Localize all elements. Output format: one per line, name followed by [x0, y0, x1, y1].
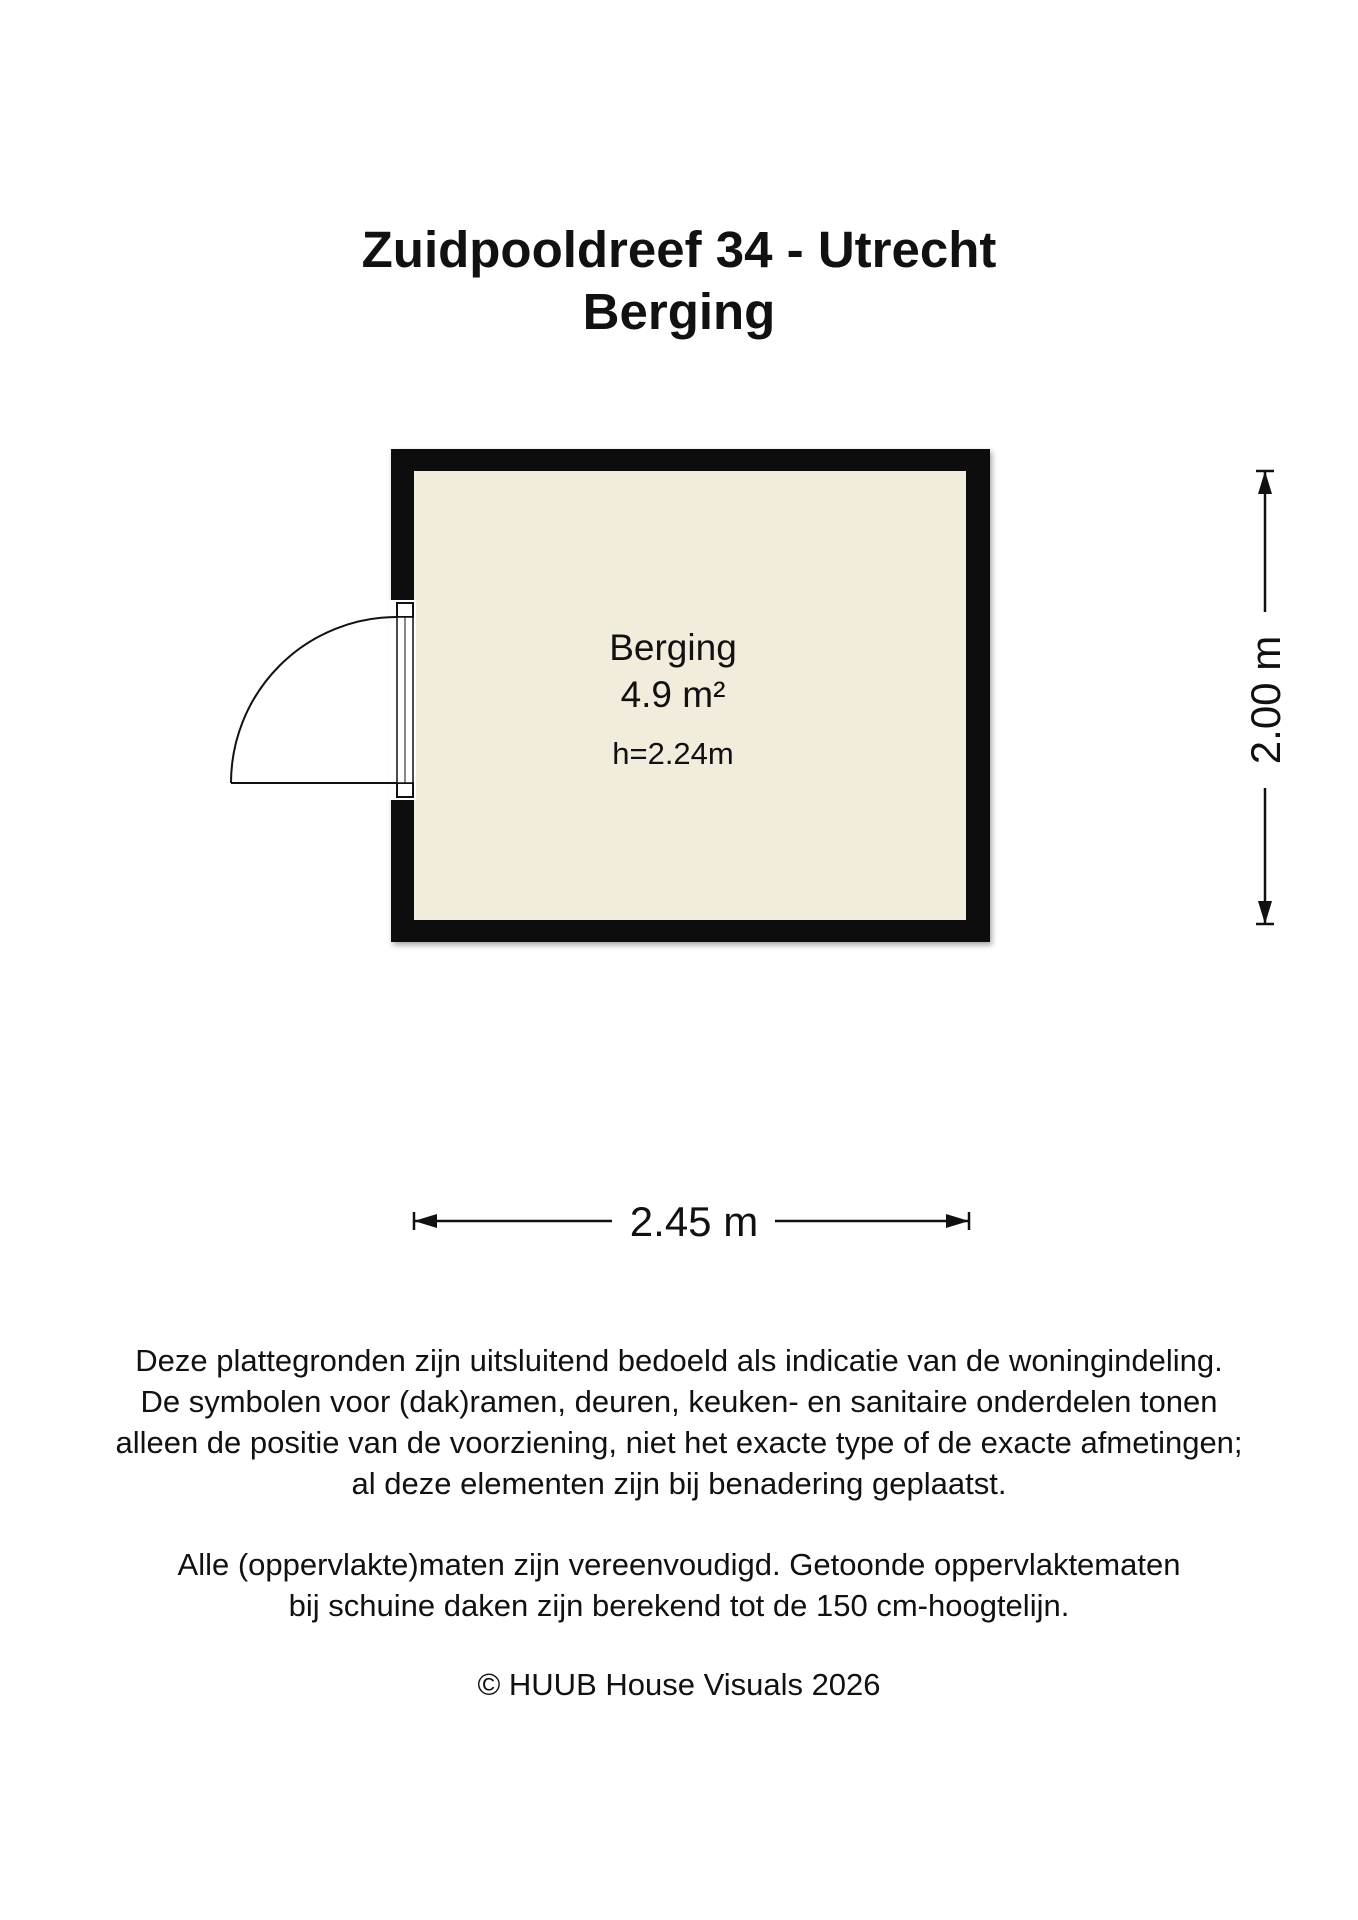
disclaimer-line: Deze plattegronden zijn uitsluitend bedoeld als indicatie van de woningindeling. — [135, 1343, 1223, 1378]
disclaimer-line: al deze elementen zijn bij benadering geplaatst. — [351, 1466, 1007, 1501]
disclaimer-line: De symbolen voor (dak)ramen, deuren, keuken- en sanitaire onderdelen tonen — [140, 1384, 1218, 1419]
copyright-text: © HUUB House Visuals 2026 — [477, 1667, 881, 1702]
door-swing-arc — [231, 617, 397, 783]
plan-title: Zuidpooldreef 34 - Utrecht — [361, 221, 997, 278]
disclaimer-line: bij schuine daken zijn berekend tot de 150 cm-hoogtelijn. — [288, 1588, 1070, 1623]
door-jamb-bottom — [397, 783, 413, 797]
room-name-label: Berging — [609, 627, 737, 668]
door — [231, 600, 416, 800]
door-jamb-top — [397, 603, 413, 617]
copyright-notice — [0, 1664, 1358, 1705]
disclaimer-paragraph-2 — [0, 1544, 1358, 1626]
disclaimer-line: alleen de positie van de voorziening, niet het exacte type of de exacte afmetingen; — [115, 1425, 1243, 1460]
room-height-label: h=2.24m — [612, 736, 734, 771]
disclaimer-line: Alle (oppervlakte)maten zijn vereenvoudigd. Getoonde oppervlaktematen — [177, 1547, 1181, 1582]
room-area-label: 4.9 m² — [620, 674, 726, 715]
depth-dimension-label: 2.00 m — [1242, 635, 1289, 765]
disclaimer-paragraph-1 — [0, 1340, 1358, 1504]
width-dimension-label: 2.45 m — [629, 1198, 759, 1245]
plan-subtitle: Berging — [582, 283, 776, 340]
